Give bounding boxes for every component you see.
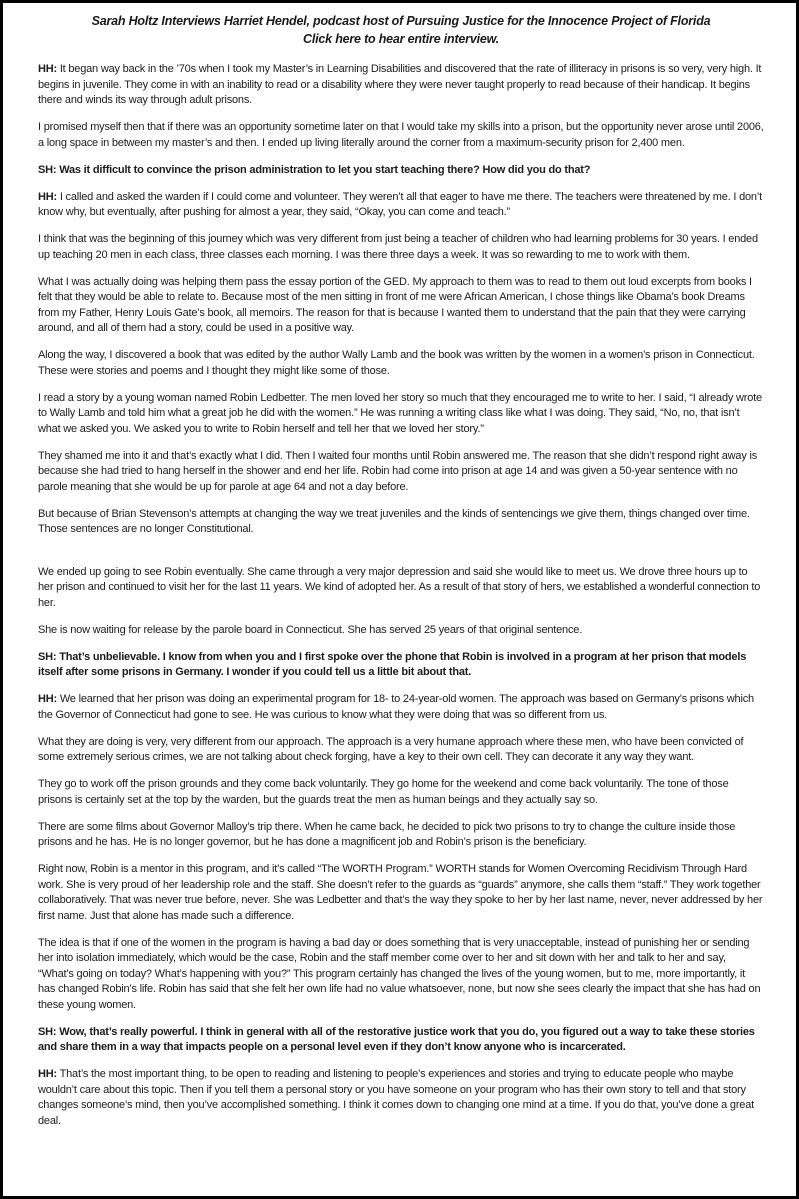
transcript-paragraph: [38, 449, 764, 496]
speaker-label: HH:: [38, 693, 57, 705]
transcript-paragraph: [38, 275, 764, 337]
paragraph-text: That’s the most important thing, to be open to reading and listening to people’s experiences and stories and trying to educate people who maybe wouldn’t care about this topic. Then if you tell them a personal story or you have someone on your program who has their own story to tell and that story changes someone’s mind, then you’ve accomplished something. I think it comes down to changing one mind at a time. If you do that, you’ve done a great deal.: [38, 1068, 754, 1127]
speaker-label: HH:: [38, 190, 57, 203]
paragraph-text: It began way back in the ’70s when I took my Master’s in Learning Disabilities and discovered that the rate of illiteracy in prisons is so very, very high. It begins in juvenile. They come in with an inability to read or a disability where they were never taught properly to read because of their handicap. It begins there and winds its way through adult prisons.: [38, 63, 762, 106]
paragraph-text: They go to work off the prison grounds and they come back voluntarily. They go home for the weekend and come back voluntarily. The tone of those prisons is certainly set at the top by the warden, but the guards treat the men as human beings and they actually say so.: [38, 778, 729, 806]
page-title: Sarah Holtz Interviews Harriet Hendel, podcast host of Pursuing Justice for the Innocence Project of Florida: [91, 14, 711, 28]
speaker-label: HH:: [38, 63, 57, 75]
paragraph-text: What I was actually doing was helping them pass the essay portion of the GED. My approach to them was to read to them out loud excerpts from books I felt that they would be able to relate to. Because most of the men sitting in front of me were African American, I chose things like Obama’s book Dreams from my Father, Henry Louis Gate’s book, all memoirs. The reason for that is because I wanted them to understand that the pain that they were carrying around, and all of them had a story, could be used in a positive way.: [38, 275, 752, 334]
transcript-paragraph: [38, 232, 764, 263]
transcript-paragraph: [38, 1067, 764, 1129]
paragraph-text: We ended up going to see Robin eventually. She came through a very major depression and said she would like to meet us. We drove three hours up to her prison and continued to visit her for the last 11 years. We kind of adopted her. As a result of that story of hers, we established a wonderful connection to her.: [38, 565, 761, 609]
transcript-paragraph: [38, 623, 764, 639]
speaker-label: HH:: [38, 1068, 57, 1080]
transcript: [38, 62, 764, 1129]
paragraph-text: I think that was the beginning of this journey which was very different from just being a teacher of children who had learning problems for 30 years. I ended up teaching 20 men in each class, three classes each morning. I was there three days a week. It was so rewarding to me to work with them.: [38, 233, 758, 261]
speaker-label: SH:: [38, 163, 57, 176]
transcript-paragraph: [38, 1025, 764, 1056]
transcript-paragraph: [38, 777, 764, 808]
paragraph-text: We learned that her prison was doing an experimental program for 18- to 24-year-old women. The approach was based on Germany’s prisons which the Governor of Connecticut had gone to see. He was curious to know what they were doing that was so different from us.: [38, 693, 754, 721]
paragraph-text: The idea is that if one of the women in the program is having a bad day or does something that is very unacceptable, instead of punishing her or sending her into isolation immediately, which would be the case, Robin and the staff member come over to her and sit down with her and talk to her and say, “What’s going on today? What’s happening with you?” This program certainly has changed the lives of the young women, but to me, more importantly, it has changed Robin’s life. Robin has said that she felt her own life had no value whatsoever, none, but now she sees clearly the impact that she has had on these young women.: [38, 936, 761, 1011]
transcript-paragraph: [38, 163, 764, 179]
document-header: [38, 12, 764, 48]
transcript-paragraph: [38, 565, 764, 612]
paragraph-text: There are some films about Governor Malloy’s trip there. When he came back, he decided to pick two prisons to try to change the culture inside those prisons and he has. He is no longer governor, but he has done a magnificent job and Robin’s prison is the beneficiary.: [38, 820, 736, 848]
paragraph-text: Right now, Robin is a mentor in this program, and it’s called “The WORTH Program.” WORTH stands for Women Overcoming Recidivism Through Hard work. She is very proud of her leadership role and the staff. She doesn’t refer to the guards as “guards” anymore, she calls them “staff.” They work together collaboratively. That was never true before, never. She was Ledbetter and that’s the way they spoke to her by her last name, never, never addressed by her first name. Just that alone has made such a difference.: [38, 863, 763, 922]
transcript-paragraph: [38, 120, 764, 151]
interview-audio-link[interactable]: Click here to hear entire interview.: [303, 32, 499, 46]
paragraph-text: She is now waiting for release by the parole board in Connecticut. She has served 25 years of that original sentence.: [38, 623, 583, 636]
transcript-paragraph: [38, 936, 764, 1014]
paragraph-text: Was it difficult to convince the prison administration to let you start teaching there? How did you do that?: [59, 163, 591, 176]
paragraph-text: I promised myself then that if there was an opportunity sometime later on that I would take my skills into a prison, but the opportunity never arose until 2006, a long space in between my master’s and then. I ended up living literally around the corner from a maximum-security prison for 2,400 men.: [38, 121, 764, 149]
speaker-label: SH:: [38, 650, 57, 663]
transcript-paragraph: [38, 735, 764, 766]
paragraph-text: But because of Brian Stevenson’s attempts at changing the way we treat juveniles and the kinds of sentencings we give them, things changed over time. Those sentences are no longer Constitutional.: [38, 507, 750, 535]
transcript-paragraph: [38, 190, 764, 221]
paragraph-text: I read a story by a young woman named Robin Ledbetter. The men loved her story so much that they encouraged me to write to her. I said, “I already wrote to Wally Lamb and told him what a great job he did with the women.” He was running a writing class like what I was doing. They said, “No, no, that isn’t what we asked you. We asked you to write to Robin herself and tell her that we loved her story.”: [38, 391, 762, 435]
transcript-paragraph: [38, 862, 764, 924]
transcript-paragraph: [38, 507, 764, 538]
paragraph-text: Wow, that’s really powerful. I think in general with all of the restorative justice work that you do, you figured out a way to take these stories and share them in a way that impacts people on a personal level even if they don’t know anyone who is incarcerated.: [38, 1025, 755, 1053]
transcript-paragraph: [38, 391, 764, 438]
paragraph-text: They shamed me into it and that’s exactly what I did. Then I waited four months until Robin answered me. The reason that she didn’t respond right away is because she had tried to hang herself in the shower and end her life. Robin had come into prison at age 14 and was given a 50-year sentence with no parole meaning that she would be up for parole at age 64 and not a day before.: [38, 449, 758, 493]
paragraph-text: What they are doing is very, very different from our approach. The approach is a very humane approach where these men, who have been convicted of some extremely serious crimes, we are not talking about check forging, have a key to their own cell. They can decorate it any way they want.: [38, 735, 744, 763]
paragraph-text: That’s unbelievable. I know from when you and I first spoke over the phone that Robin is involved in a program at her prison that models itself after some prisons in Germany. I wonder if you could tell us a little bit about that.: [38, 650, 747, 678]
transcript-paragraph: [38, 348, 764, 379]
speaker-label: SH:: [38, 1025, 57, 1038]
transcript-paragraph: [38, 650, 764, 681]
paragraph-text: Along the way, I discovered a book that was edited by the author Wally Lamb and the book was written by the women in a women’s prison in Connecticut. These were stories and poems and I thought they might like some of those.: [38, 349, 755, 377]
transcript-paragraph: [38, 692, 764, 723]
transcript-paragraph: [38, 820, 764, 851]
transcript-paragraph: [38, 62, 764, 109]
paragraph-text: I called and asked the warden if I could come and volunteer. They weren’t all that eager to have me there. The teachers were threatened by me. I don’t know why, but eventually, after pushing for almost a year, they said, “Okay, you can come and teach.”: [38, 190, 762, 218]
